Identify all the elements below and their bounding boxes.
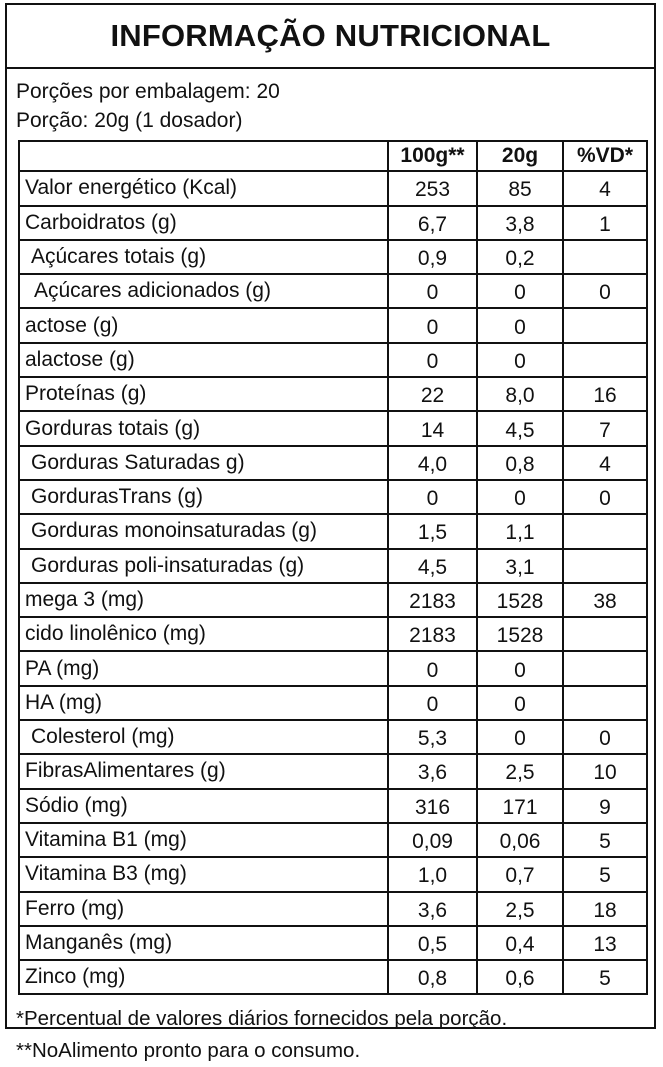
table-row bbox=[19, 960, 647, 994]
table-row bbox=[19, 206, 647, 240]
table-row bbox=[19, 549, 647, 583]
value-per-20g: 8,0 bbox=[477, 377, 563, 411]
value-daily-percent: 9 bbox=[563, 789, 647, 823]
value-per-100g: 0 bbox=[388, 308, 477, 342]
servings-info bbox=[7, 69, 654, 140]
value-per-20g: 0,6 bbox=[477, 960, 563, 994]
value-daily-percent: 5 bbox=[563, 823, 647, 857]
table-row bbox=[19, 617, 647, 651]
table-row bbox=[19, 274, 647, 308]
nutrient-name: Colesterol (mg) bbox=[19, 720, 388, 754]
value-per-20g: 2,5 bbox=[477, 892, 563, 926]
value-daily-percent: 0 bbox=[563, 720, 647, 754]
value-per-20g: 85 bbox=[477, 171, 563, 205]
nutrient-name: cido linolênico (mg) bbox=[19, 617, 388, 651]
value-daily-percent: 10 bbox=[563, 754, 647, 788]
value-per-20g: 0 bbox=[477, 343, 563, 377]
nutrient-name: Vitamina B3 (mg) bbox=[19, 857, 388, 891]
nutrient-name: Manganês (mg) bbox=[19, 926, 388, 960]
footnotes bbox=[7, 995, 654, 1067]
value-per-100g: 14 bbox=[388, 411, 477, 445]
nutrient-name: HA (mg) bbox=[19, 686, 388, 720]
header-nutrient bbox=[19, 141, 388, 171]
value-daily-percent bbox=[563, 308, 647, 342]
value-per-100g: 2183 bbox=[388, 617, 477, 651]
value-per-100g: 5,3 bbox=[388, 720, 477, 754]
value-per-20g: 0 bbox=[477, 274, 563, 308]
value-per-20g: 4,5 bbox=[477, 411, 563, 445]
table-row bbox=[19, 480, 647, 514]
value-per-100g: 316 bbox=[388, 789, 477, 823]
table-row bbox=[19, 240, 647, 274]
value-daily-percent: 5 bbox=[563, 857, 647, 891]
value-per-100g: 0 bbox=[388, 274, 477, 308]
value-per-20g: 1528 bbox=[477, 583, 563, 617]
nutrient-name: GordurasTrans (g) bbox=[19, 480, 388, 514]
nutrient-name: Zinco (mg) bbox=[19, 960, 388, 994]
value-daily-percent bbox=[563, 686, 647, 720]
table-row bbox=[19, 789, 647, 823]
value-per-100g: 4,5 bbox=[388, 549, 477, 583]
value-daily-percent bbox=[563, 617, 647, 651]
label-title: INFORMAÇÃO NUTRICIONAL bbox=[7, 5, 654, 69]
value-per-20g: 0,4 bbox=[477, 926, 563, 960]
nutrient-name: Açúcares adicionados (g) bbox=[19, 274, 388, 308]
value-daily-percent bbox=[563, 240, 647, 274]
value-daily-percent bbox=[563, 514, 647, 548]
value-per-20g: 0 bbox=[477, 651, 563, 685]
value-per-20g: 0 bbox=[477, 308, 563, 342]
value-per-20g: 0,06 bbox=[477, 823, 563, 857]
nutrition-table-body bbox=[19, 171, 647, 994]
value-daily-percent: 13 bbox=[563, 926, 647, 960]
value-per-20g: 0 bbox=[477, 720, 563, 754]
value-per-20g: 3,8 bbox=[477, 206, 563, 240]
nutrition-facts-label bbox=[5, 3, 656, 1063]
table-row bbox=[19, 720, 647, 754]
value-per-100g: 0,8 bbox=[388, 960, 477, 994]
nutrient-name: mega 3 (mg) bbox=[19, 583, 388, 617]
value-per-100g: 0 bbox=[388, 651, 477, 685]
table-row bbox=[19, 823, 647, 857]
nutrient-name: actose (g) bbox=[19, 308, 388, 342]
nutrient-name: Gorduras Saturadas g) bbox=[19, 446, 388, 480]
footnote-daily-value: *Percentual de valores diários fornecidos pela porção. bbox=[16, 1007, 508, 1031]
header-daily-value: %VD* bbox=[563, 141, 647, 171]
value-per-100g: 0,9 bbox=[388, 240, 477, 274]
value-per-20g: 1,1 bbox=[477, 514, 563, 548]
value-per-20g: 3,1 bbox=[477, 549, 563, 583]
value-per-100g: 0,5 bbox=[388, 926, 477, 960]
value-per-100g: 4,0 bbox=[388, 446, 477, 480]
value-per-20g: 171 bbox=[477, 789, 563, 823]
nutrient-name: Gorduras monoinsaturadas (g) bbox=[19, 514, 388, 548]
nutrient-name: Ferro (mg) bbox=[19, 892, 388, 926]
value-daily-percent: 16 bbox=[563, 377, 647, 411]
value-per-100g: 3,6 bbox=[388, 892, 477, 926]
table-row bbox=[19, 754, 647, 788]
value-per-20g: 2,5 bbox=[477, 754, 563, 788]
value-daily-percent bbox=[563, 549, 647, 583]
nutrient-name: Proteínas (g) bbox=[19, 377, 388, 411]
table-header-row bbox=[19, 141, 647, 171]
nutrient-name: Valor energético (Kcal) bbox=[19, 171, 388, 205]
value-per-20g: 0,8 bbox=[477, 446, 563, 480]
nutrition-table-wrap bbox=[18, 140, 646, 995]
value-daily-percent bbox=[563, 651, 647, 685]
servings-per-package: Porções por embalagem: 20 bbox=[16, 80, 280, 103]
value-per-100g: 253 bbox=[388, 171, 477, 205]
table-row bbox=[19, 926, 647, 960]
value-per-100g: 0,09 bbox=[388, 823, 477, 857]
table-row bbox=[19, 651, 647, 685]
table-row bbox=[19, 857, 647, 891]
nutrient-name: Gorduras totais (g) bbox=[19, 411, 388, 445]
value-per-20g: 0 bbox=[477, 686, 563, 720]
table-row bbox=[19, 343, 647, 377]
value-daily-percent: 0 bbox=[563, 480, 647, 514]
table-row bbox=[19, 686, 647, 720]
nutrient-name: PA (mg) bbox=[19, 651, 388, 685]
table-row bbox=[19, 514, 647, 548]
value-per-20g: 0,7 bbox=[477, 857, 563, 891]
table-row bbox=[19, 308, 647, 342]
table-row bbox=[19, 171, 647, 205]
value-per-100g: 2183 bbox=[388, 583, 477, 617]
portion-size: Porção: 20g (1 dosador) bbox=[16, 109, 243, 132]
nutrient-name: Sódio (mg) bbox=[19, 789, 388, 823]
footnote-ready-to-eat: **NoAlimento pronto para o consumo. bbox=[16, 1039, 361, 1063]
table-row bbox=[19, 446, 647, 480]
nutrient-name: Gorduras poli-insaturadas (g) bbox=[19, 549, 388, 583]
value-daily-percent: 18 bbox=[563, 892, 647, 926]
header-per-100g: 100g** bbox=[388, 141, 477, 171]
table-row bbox=[19, 411, 647, 445]
value-per-100g: 0 bbox=[388, 686, 477, 720]
nutrition-table bbox=[18, 140, 648, 995]
nutrient-name: FibrasAlimentares (g) bbox=[19, 754, 388, 788]
value-daily-percent: 0 bbox=[563, 274, 647, 308]
value-per-100g: 1,0 bbox=[388, 857, 477, 891]
value-daily-percent: 5 bbox=[563, 960, 647, 994]
value-per-100g: 1,5 bbox=[388, 514, 477, 548]
value-daily-percent: 1 bbox=[563, 206, 647, 240]
value-daily-percent: 4 bbox=[563, 171, 647, 205]
value-per-100g: 22 bbox=[388, 377, 477, 411]
value-daily-percent: 38 bbox=[563, 583, 647, 617]
value-per-100g: 3,6 bbox=[388, 754, 477, 788]
value-per-20g: 0,2 bbox=[477, 240, 563, 274]
value-per-20g: 0 bbox=[477, 480, 563, 514]
header-per-20g: 20g bbox=[477, 141, 563, 171]
table-row bbox=[19, 583, 647, 617]
value-daily-percent: 4 bbox=[563, 446, 647, 480]
value-daily-percent bbox=[563, 343, 647, 377]
value-daily-percent: 7 bbox=[563, 411, 647, 445]
nutrient-name: alactose (g) bbox=[19, 343, 388, 377]
table-row bbox=[19, 377, 647, 411]
value-per-100g: 6,7 bbox=[388, 206, 477, 240]
value-per-20g: 1528 bbox=[477, 617, 563, 651]
nutrient-name: Vitamina B1 (mg) bbox=[19, 823, 388, 857]
nutrient-name: Açúcares totais (g) bbox=[19, 240, 388, 274]
table-row bbox=[19, 892, 647, 926]
value-per-100g: 0 bbox=[388, 480, 477, 514]
value-per-100g: 0 bbox=[388, 343, 477, 377]
nutrient-name: Carboidratos (g) bbox=[19, 206, 388, 240]
